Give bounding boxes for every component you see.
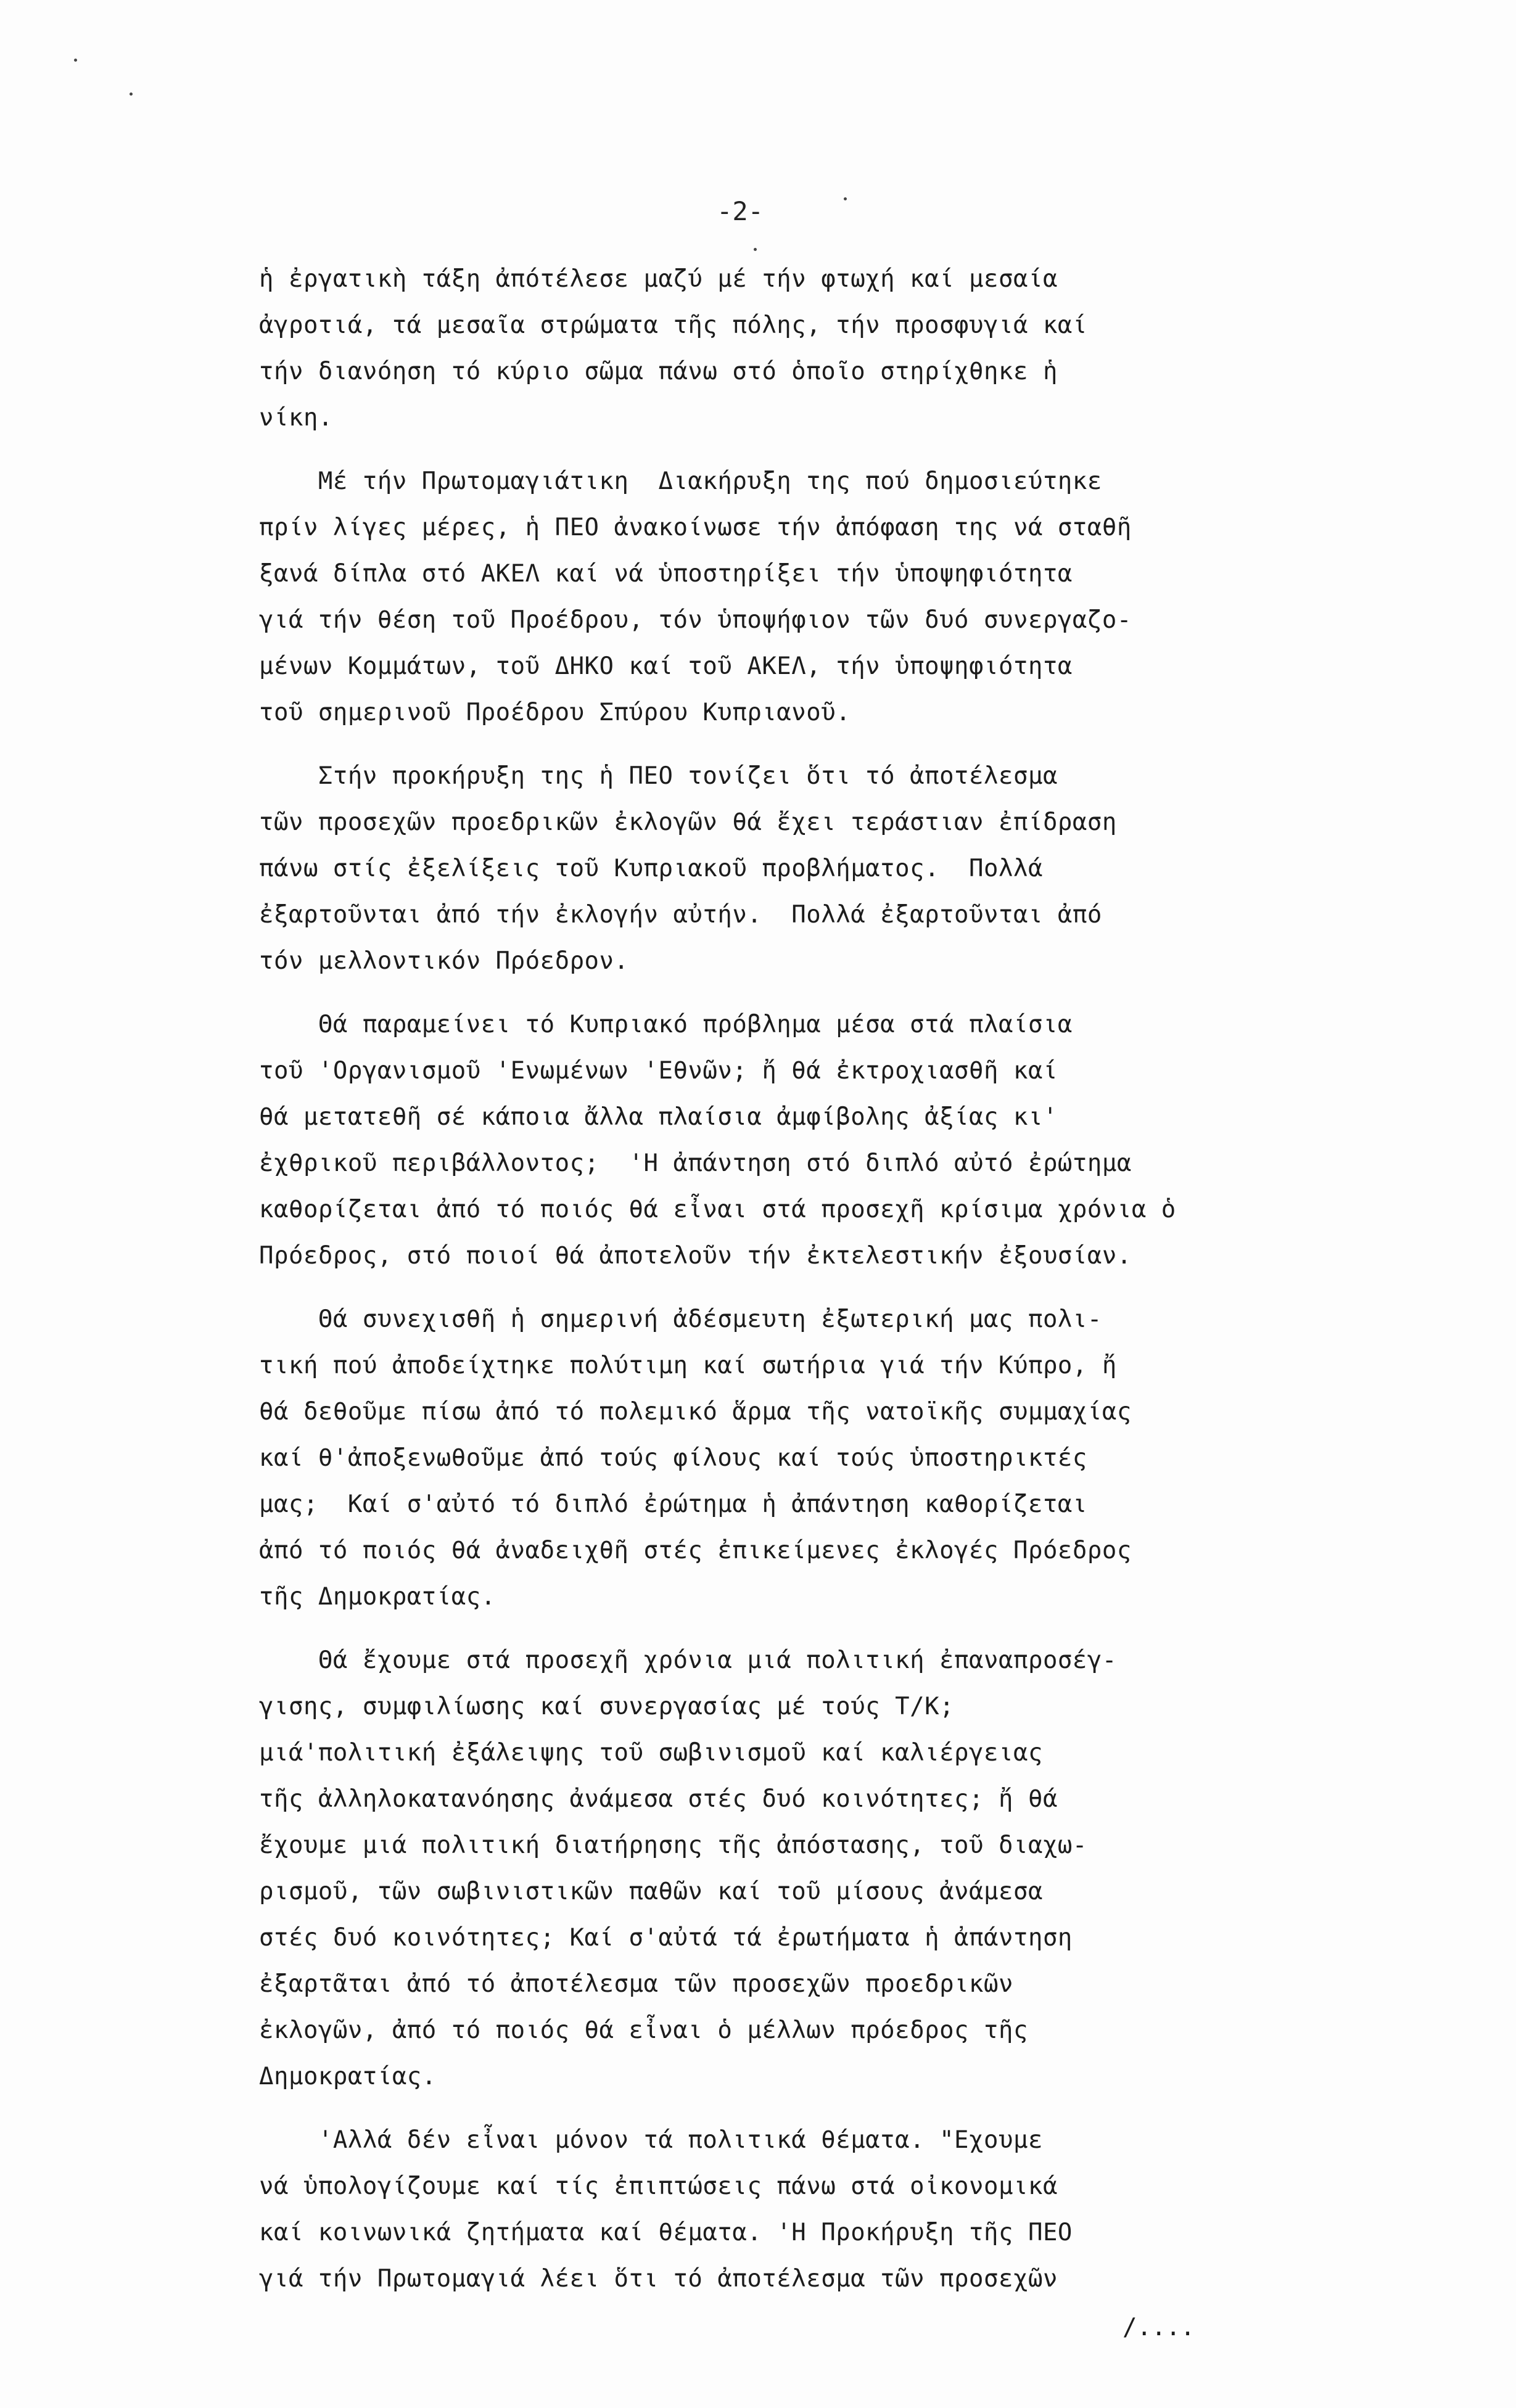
text-line: στές δυό κοινότητες; Καί σ'αὐτά τά ἐρωτήματα ἡ ἀπάντηση — [259, 1924, 1073, 1952]
paragraph — [259, 1296, 1419, 1620]
text-line: ξανά δίπλα στό ΑΚΕΛ καί νά ὑποστηρίξει τήν ὑποψηφιότητα — [259, 560, 1073, 588]
text-line: καί κοινωνικά ζητήματα καί θέματα. 'Η Προκήρυξη τῆς ΠΕΟ — [259, 2219, 1073, 2246]
text-line: Θά ἔχουμε στά προσεχῆ χρόνια μιά πολιτική ἐπαναπροσέγ- — [259, 1646, 1117, 1674]
scan-speck — [844, 197, 847, 200]
text-line: ρισμοῦ, τῶν σωβινιστικῶν παθῶν καί τοῦ μίσους ἀνάμεσα — [259, 1878, 1043, 1905]
paragraph — [259, 1001, 1419, 1279]
text-line: μένων Κομμάτων, τοῦ ΔΗΚΟ καί τοῦ ΑΚΕΛ, τήν ὑποψηφιότητα — [259, 652, 1073, 680]
text-line: τόν μελλοντικόν Πρόεδρον. — [259, 947, 629, 975]
scan-speck — [130, 92, 133, 96]
text-line: θά μετατεθῆ σέ κάποια ἄλλα πλαίσια ἀμφίβολης ἀξίας κι' — [259, 1103, 1058, 1131]
text-line: τήν διανόηση τό κύριο σῶμα πάνω στό ὁποῖο στηρίχθηκε ἡ — [259, 358, 1058, 385]
text-line: γιά τήν Πρωτομαγιά λέει ὅτι τό ἀποτέλεσμα τῶν προσεχῶν — [259, 2265, 1058, 2293]
continuation-mark: /.... — [1123, 2314, 1195, 2341]
text-line: ἔχουμε μιά πολιτική διατήρησης τῆς ἀπόστασης, τοῦ διαχω- — [259, 1831, 1087, 1859]
text-line: ἐχθρικοῦ περιβάλλοντος; 'Η ἀπάντηση στό διπλό αὐτό ἐρώτημα — [259, 1149, 1132, 1177]
text-line: μας; Καί σ'αὐτό τό διπλό ἐρώτημα ἡ ἀπάντηση καθορίζεται — [259, 1490, 1087, 1518]
text-line: γιά τήν θέση τοῦ Προέδρου, τόν ὑποψήφιον τῶν δυό συνεργαζο- — [259, 606, 1132, 634]
text-line: Πρόεδρος, στό ποιοί θά ἀποτελοῦν τήν ἐκτελεστικήν ἐξουσίαν. — [259, 1242, 1132, 1270]
text-line: ἀγροτιά, τά μεσαῖα στρώματα τῆς πόλης, τήν προσφυγιά καί — [259, 311, 1087, 339]
paragraph — [259, 753, 1419, 984]
paragraph — [259, 458, 1419, 736]
text-line: ἡ ἐργατικὴ τάξη ἀπότέλεσε μαζύ μέ τήν φτωχή καί μεσαία — [259, 265, 1058, 293]
text-line: γισης, συμφιλίωσης καί συνεργασίας μέ τούς Τ/Κ; — [259, 1693, 955, 1720]
text-line: ἀπό τό ποιός θά ἀναδειχθῆ στές ἐπικείμενες ἐκλογές Πρόεδρος — [259, 1537, 1132, 1564]
text-line: τῆς ἀλληλοκατανόησης ἀνάμεσα στές δυό κοινότητες; ἤ θά — [259, 1785, 1058, 1813]
text-line: πρίν λίγες μέρες, ἡ ΠΕΟ ἀνακοίνωσε τήν ἀπόφαση της νά σταθῆ — [259, 514, 1132, 541]
text-line: τοῦ σημερινοῦ Προέδρου Σπύρου Κυπριανοῦ. — [259, 699, 851, 726]
text-line: ἐξαρτοῦνται ἀπό τήν ἐκλογήν αὐτήν. Πολλά ἐξαρτοῦνται ἀπό — [259, 901, 1102, 929]
text-line: ἐκλογῶν, ἀπό τό ποιός θά εἶναι ὁ μέλλων πρόεδρος τῆς — [259, 2016, 1028, 2044]
text-line: πάνω στίς ἐξελίξεις τοῦ Κυπριακοῦ προβλήματος. Πολλά — [259, 855, 1043, 882]
text-line: Στήν προκήρυξη της ἡ ΠΕΟ τονίζει ὅτι τό ἀποτέλεσμα — [259, 762, 1058, 790]
text-line: Δημοκρατίας. — [259, 2063, 437, 2090]
page-number: -2- — [717, 196, 764, 226]
paragraph — [259, 256, 1419, 441]
text-line: Θά παραμείνει τό Κυπριακό πρόβλημα μέσα στά πλαίσια — [259, 1011, 1073, 1038]
text-line: καί θ'ἀποξενωθοῦμε ἀπό τούς φίλους καί τούς ὑποστηρικτές — [259, 1444, 1087, 1472]
paragraph — [259, 2117, 1419, 2302]
text-line: νά ὑπολογίζουμε καί τίς ἐπιπτώσεις πάνω στά οἰκονομικά — [259, 2172, 1058, 2200]
text-line: μιά'πολιτική ἐξάλειψης τοῦ σωβινισμοῦ καί καλιέργειας — [259, 1739, 1043, 1767]
text-line: τῆς Δημοκρατίας. — [259, 1583, 496, 1611]
text-line: τοῦ 'Οργανισμοῦ 'Ενωμένων 'Εθνῶν; ἤ θά ἐκτροχιασθῆ καί — [259, 1057, 1058, 1085]
text-line: τῶν προσεχῶν προεδρικῶν ἐκλογῶν θά ἔχει τεράστιαν ἐπίδραση — [259, 808, 1117, 836]
text-line: Θά συνεχισθῆ ἡ σημερινή ἀδέσμευτη ἐξωτερική μας πολι- — [259, 1305, 1102, 1333]
scan-speck — [74, 59, 77, 62]
text-line: Μέ τήν Πρωτομαγιάτικη Διακήρυξη της πού δημοσιεύτηκε — [259, 467, 1102, 495]
document-body — [259, 256, 1419, 2319]
text-line: καθορίζεται ἀπό τό ποιός θά εἶναι στά προσεχῆ κρίσιμα χρόνια ὁ — [259, 1196, 1176, 1223]
text-line: τική πού ἀποδείχτηκε πολύτιμη καί σωτήρια γιά τήν Κύπρο, ἤ — [259, 1352, 1117, 1379]
text-line: θά δεθοῦμε πίσω ἀπό τό πολεμικό ἅρμα τῆς νατοϊκῆς συμμαχίας — [259, 1398, 1132, 1426]
paragraph — [259, 1637, 1419, 2100]
text-line: 'Αλλά δέν εἶναι μόνον τά πολιτικά θέματα. "Εχουμε — [259, 2126, 1043, 2154]
text-line: νίκη. — [259, 404, 333, 432]
text-line: ἐξαρτᾶται ἀπό τό ἀποτέλεσμα τῶν προσεχῶν προεδρικῶν — [259, 1970, 1013, 1998]
scan-speck — [754, 248, 757, 251]
